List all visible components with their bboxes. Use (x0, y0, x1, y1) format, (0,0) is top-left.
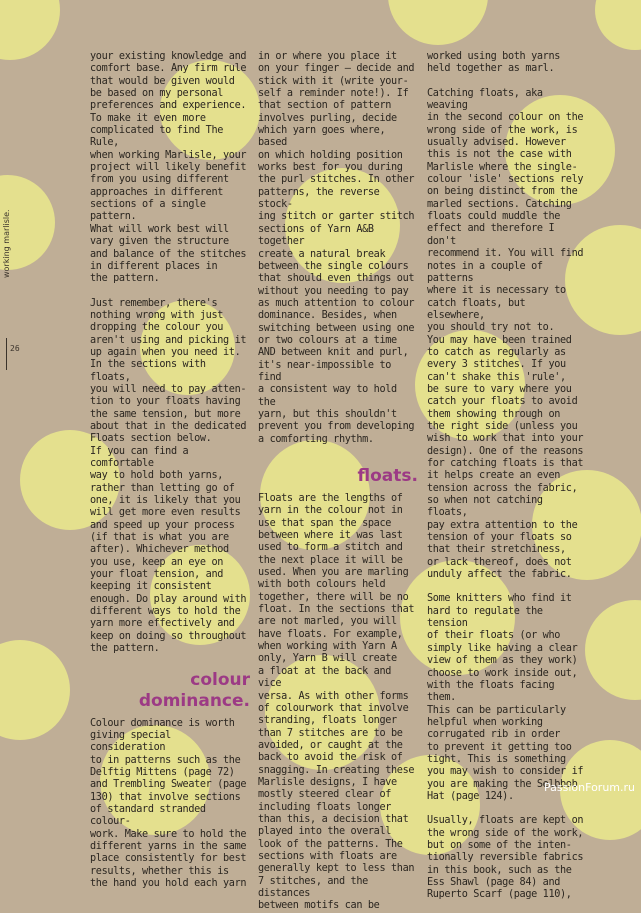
body-paragraph: Catching floats, aka weaving in the second colour on the wrong side of the work, is usually advised. However this is not the case with Marlisle where the single- colour 'isle' sections rely on being distinct from the marled sections. Catching floats could muddle the effect and therefore I don't recommend it. You will find notes in a couple of patterns where it is necessary to catch floats, but elsewhere, you should try not to. You may have been trained to catch as regularly as every 3 stitches. If you can't shake this 'rule', be sure to vary where you catch your floats to avoid them showing through on the right side (unless you wish to work that into your design). One of the reasons for catching floats is that it helps create an even tension across the fabric, so when not catching floats, pay extra attention to the tension of your floats so that their stretchiness, or lack thereof, does not unduly affect the fabric. (427, 87, 584, 581)
body-paragraph: Just remember, there's nothing wrong with just dropping the colour you aren't using and picking it up again when you need it. In the sections with floats, you will need to pay atten- tion to your floats having the same tension, but more about that in the dedicated Floats section below. If you can find a comfortable way to hold both yarns, rather than letting go of one, it is likely that you will get more even results and speed up your process (if that is what you are after). Whichever method you use, keep an eye on your float tension, and keeping it consistent enough. Do play around with different ways to hold the yarn more effectively and keep on doing so throughout the pattern. (90, 297, 247, 655)
page-number: 26 (10, 344, 20, 353)
text-column-1 (90, 51, 250, 890)
section-heading-floats: floats. (357, 466, 418, 486)
body-paragraph: worked using both yarns held together as marl. (427, 51, 561, 75)
body-paragraph: in or where you place it on your finger – decide and stick with it (write your- self a reminder note!). If that section of pattern involves purling, decide which yarn goes where, based on which holding position works best for you during the purl stitches. In other patterns, the reverse stock- ing stitch or garter stitch sections of Yarn A&B together create a natural break between the single colours that should even things out without you needing to pay as much attention to colour dominance. Besides, when switching between using one or two colours at a time AND between knit and purl, it's near-impossible to find a consistent way to hold the yarn, but this shouldn't prevent you from developing a comforting rhythm. (258, 51, 415, 445)
text-column-2 (258, 51, 418, 913)
polka-dot (0, 640, 70, 740)
body-paragraph: your existing knowledge and comfort base. Any firm rule that would be given would be based on my personal preferences and experience. To make it even more complicated to find The Rule, when working Marlisle, your project will likely benefit from you using different approaches in different sections of a single pattern. What will work best will vary given the structure and balance of the stitches in different places in the pattern. (90, 51, 247, 285)
watermark: PassionForum.ru (544, 781, 635, 794)
body-paragraph: Colour dominance is worth giving special consideration to in patterns such as the Delftig Mittens (page 72) and Trembling Sweater (page 130) that involve sections of standard stranded colour- work. Make sure to hold the different yarns in the same place consistently for best results, whether this is the hand you hold each yarn (90, 717, 247, 889)
body-paragraph: Usually, floats are kept on the wrong side of the work, but on some of the inten- tionally reversible fabrics in this book, such as the Ess Shawl (page 84) and Ruperto Scarf (page 110), (427, 815, 584, 901)
section-heading-colour-dominance: colour dominance. (138, 669, 250, 711)
running-section-label: working marlisle. (2, 209, 11, 278)
polka-dot (0, 0, 60, 60)
polka-dot (585, 600, 641, 700)
body-paragraph: Floats are the lengths of yarn in the colour not in use that span the space between where it was last used to form a stitch and the next place it will be used. When you are marling with both colours held together, there will be no float. In the sections that are not marled, you will have floats. For example, when working with Yarn A only, Yarn B will create a float at the back and vice versa. As with other forms of colourwork that involve stranding, floats longer than 7 stitches are to be avoided, or caught at the back to avoid the risk of snagging. In creating these Marlisle designs, I have mostly steered clear of including floats longer than this, a decision that played into the overall look of the patterns. The sections with floats are generally kept to less than 7 stitches, and the distances between motifs can be (258, 493, 415, 912)
margin-rule (6, 338, 7, 370)
polka-dot (388, 0, 488, 45)
text-column-3 (427, 51, 587, 902)
polka-dot (595, 0, 641, 50)
body-paragraph: Some knitters who find it hard to regulate the tension of their floats (or who simply like having a clear view of them as they work) choose to work inside out, with the floats facing them. This can be particularly helpful when working corrugated rib in order to prevent it getting too tight. This is something you may wish to consider if you are making the Selbbob Hat (page 124). (427, 593, 584, 802)
